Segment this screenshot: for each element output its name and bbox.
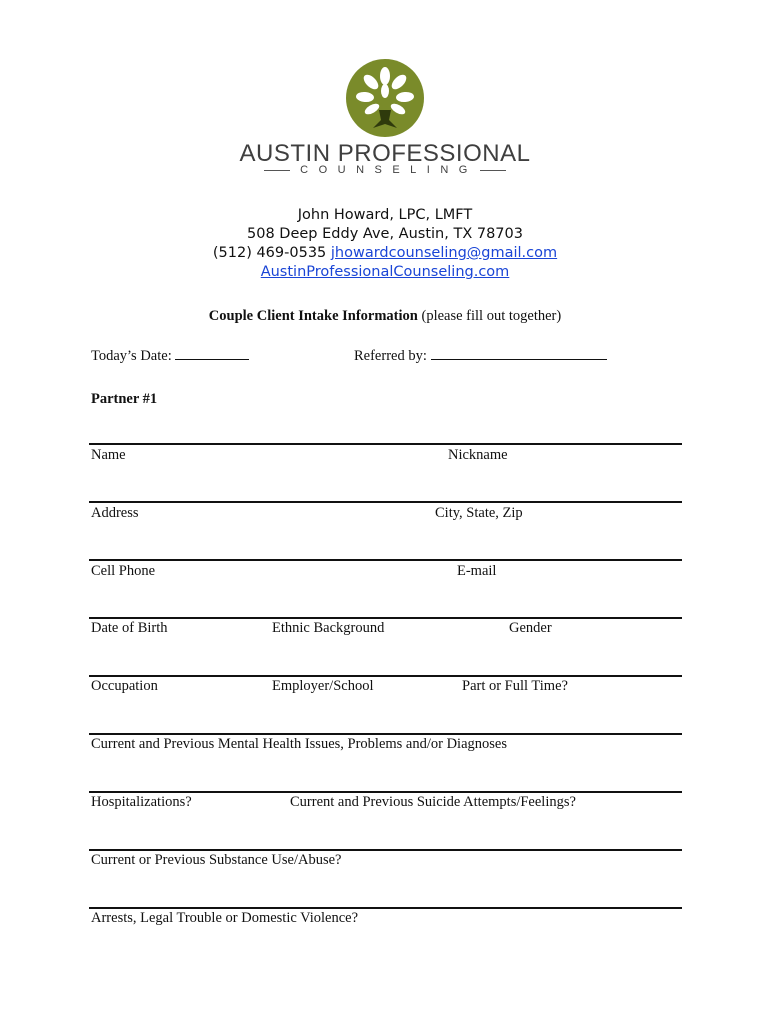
brand-name: AUSTIN PROFESSIONAL	[239, 140, 531, 167]
field-line-name[interactable]	[89, 443, 682, 445]
partner-heading: Partner #1	[91, 391, 158, 407]
label-suicide: Current and Previous Suicide Attempts/Feelings?	[290, 794, 576, 810]
label-nickname: Nickname	[448, 447, 508, 463]
field-line-substance[interactable]	[89, 849, 682, 851]
label-ethnic: Ethnic Background	[272, 620, 385, 636]
label-mental-health: Current and Previous Mental Health Issues, Problems and/or Diagnoses	[91, 736, 507, 752]
contact-phone-email	[0, 244, 770, 263]
date-input-line[interactable]	[175, 345, 249, 360]
email-link[interactable]: jhowardcounseling@gmail.com	[330, 245, 558, 261]
label-cell-phone: Cell Phone	[91, 563, 156, 579]
label-gender: Gender	[509, 620, 552, 636]
label-dob: Date of Birth	[91, 620, 168, 636]
label-part-full: Part or Full Time?	[462, 678, 568, 694]
label-city-state-zip: City, State, Zip	[435, 505, 523, 521]
form-title-note: (please fill out together)	[421, 308, 562, 324]
field-line-dob[interactable]	[89, 617, 682, 619]
brand-subtitle	[265, 163, 505, 177]
label-name: Name	[91, 447, 126, 463]
label-occupation: Occupation	[91, 678, 158, 694]
contact-address: 508 Deep Eddy Ave, Austin, TX 78703	[247, 226, 523, 242]
field-line-hospitalizations[interactable]	[89, 791, 682, 793]
referred-input-line[interactable]	[431, 345, 607, 360]
logo	[0, 58, 770, 138]
referred-field	[354, 345, 607, 365]
referred-label: Referred by:	[354, 348, 427, 364]
field-line-address[interactable]	[89, 501, 682, 503]
field-line-arrests[interactable]	[89, 907, 682, 909]
contact-phone: (512) 469-0535	[212, 245, 327, 261]
contact-block	[0, 206, 770, 282]
label-hospitalizations: Hospitalizations?	[91, 794, 192, 810]
field-line-mental-health[interactable]	[89, 733, 682, 735]
field-line-occupation[interactable]	[89, 675, 682, 677]
label-substance: Current or Previous Substance Use/Abuse?	[91, 852, 342, 868]
form-title-bold: Couple Client Intake Information	[208, 308, 418, 324]
tree-leaves-icon	[345, 58, 425, 138]
brand-subtitle-text: COUNSELING	[300, 164, 478, 176]
date-label: Today’s Date:	[91, 348, 172, 364]
label-email: E-mail	[457, 563, 497, 579]
contact-name: John Howard, LPC, LMFT	[297, 207, 473, 223]
divider	[264, 170, 290, 171]
date-field	[91, 345, 249, 365]
divider	[480, 170, 506, 171]
label-employer: Employer/School	[272, 678, 374, 694]
website-link[interactable]: AustinProfessionalCounseling.com	[260, 264, 510, 280]
label-address: Address	[91, 505, 139, 521]
label-arrests: Arrests, Legal Trouble or Domestic Violence?	[91, 910, 359, 926]
form-title	[0, 308, 770, 325]
field-line-phone[interactable]	[89, 559, 682, 561]
